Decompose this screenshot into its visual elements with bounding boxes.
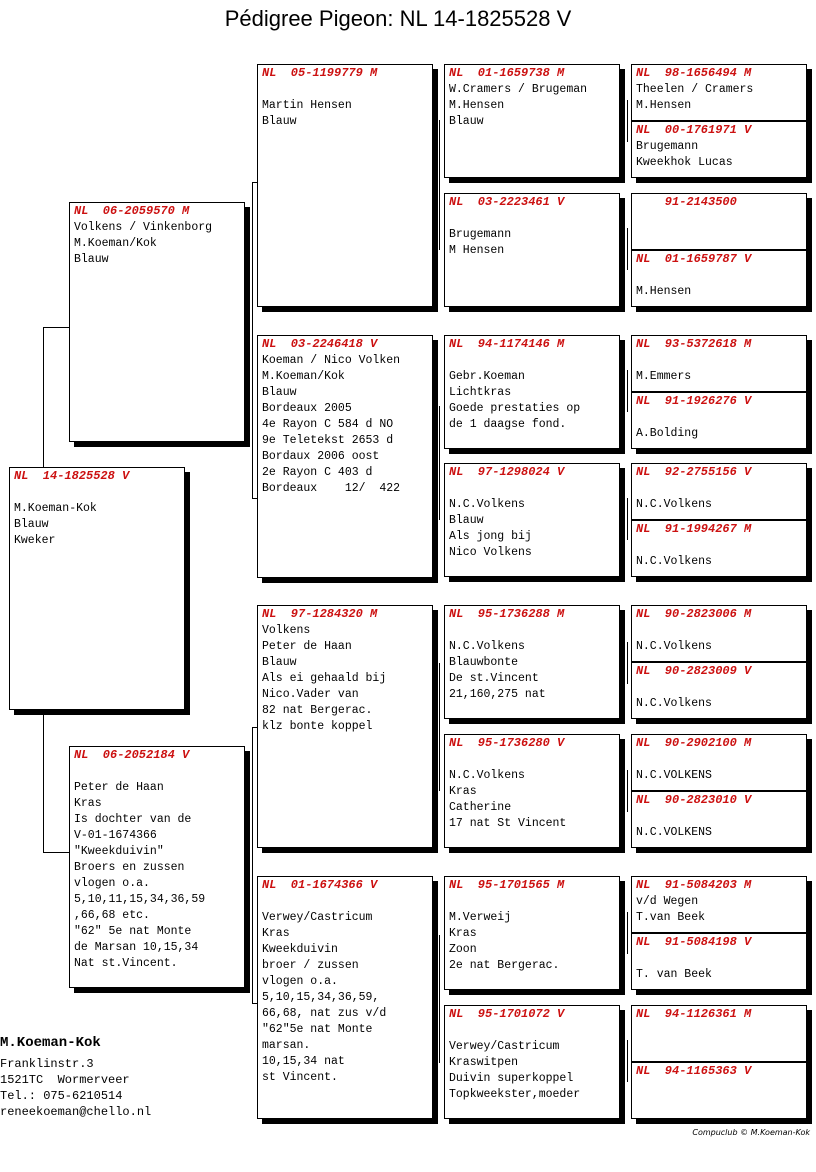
pigeon-details: [258, 623, 432, 735]
pigeon-card-gen4: [631, 64, 807, 121]
detail-line: 4e Rayon C 584 d NO: [262, 418, 394, 431]
detail-line: vlogen o.a.: [74, 877, 150, 890]
owner-info: [0, 1034, 151, 1120]
connector-line: [627, 228, 628, 270]
pigeon-details: [445, 353, 619, 433]
connector-line: [627, 770, 628, 812]
pigeon-details: [445, 211, 619, 259]
pigeon-details: [445, 481, 619, 561]
pigeon-details: [632, 809, 806, 841]
ring-number: NL 90-2823010 V: [636, 793, 752, 807]
ring-number: NL 91-1926276 V: [636, 394, 752, 408]
connector-line: [252, 727, 253, 1003]
connector-line: [43, 327, 70, 328]
connector-line: [627, 912, 628, 954]
detail-line: Is dochter van de: [74, 813, 192, 826]
pigeon-details: [258, 894, 432, 1086]
detail-line: Blauw: [14, 518, 49, 531]
detail-line: Verwey/Castricum: [262, 911, 373, 924]
detail-line: v/d Wegen: [636, 895, 699, 908]
detail-line: "Kweekduivin": [74, 845, 164, 858]
pigeon-details: [632, 894, 806, 926]
ring-number: NL 06-2059570 M: [74, 204, 190, 218]
pigeon-card-gen4: [631, 1062, 807, 1119]
pigeon-card-gen2: [257, 876, 433, 1119]
ring-number: NL 95-1701565 M: [449, 878, 565, 892]
detail-line: Kras: [449, 927, 477, 940]
pigeon-details: [70, 764, 244, 972]
detail-line: [449, 894, 615, 910]
detail-line: ,66,68 etc.: [74, 909, 150, 922]
detail-line: Blauw: [262, 386, 297, 399]
connector-line: [439, 406, 440, 520]
detail-line: 5,10,15,34,36,59,: [262, 991, 380, 1004]
pigeon-card-gen3: [444, 605, 620, 719]
detail-line: N.C.Volkens: [636, 640, 712, 653]
ring-number: NL 97-1284320 M: [262, 607, 378, 621]
detail-line: W.Cramers / Brugeman: [449, 83, 588, 96]
pigeon-card-gen3: [444, 876, 620, 990]
pigeon-details: [632, 139, 806, 171]
detail-line: Duivin superkoppel: [449, 1072, 574, 1085]
detail-line: Koeman / Nico Volken: [262, 354, 401, 367]
detail-line: [262, 894, 428, 910]
pigeon-card-gen4: [631, 605, 807, 662]
pigeon-card-gen2: [257, 64, 433, 307]
pigeon-card-mother: [69, 746, 245, 988]
connector-line: [627, 100, 628, 142]
detail-line: de Marsan 10,15,34: [74, 941, 199, 954]
detail-line: Nat st.Vincent.: [74, 957, 178, 970]
pigeon-card-gen4: [631, 250, 807, 307]
ring-number: NL 06-2052184 V: [74, 748, 190, 762]
detail-line: Catherine: [449, 801, 512, 814]
detail-line: [14, 485, 180, 501]
detail-line: Blauw: [74, 253, 109, 266]
detail-line: T. van Beek: [636, 968, 712, 981]
detail-line: [636, 353, 802, 369]
detail-line: [636, 410, 802, 426]
ring-number: NL 05-1199779 M: [262, 66, 378, 80]
detail-line: Blauw: [449, 115, 484, 128]
pigeon-details: [10, 485, 184, 549]
pigeon-details: [445, 1023, 619, 1103]
pigeon-details: [632, 752, 806, 784]
pigeon-details: [70, 220, 244, 268]
detail-line: Blauw: [262, 115, 297, 128]
ring-number: NL 01-1659787 V: [636, 252, 752, 266]
detail-line: marsan.: [262, 1039, 311, 1052]
connector-line: [43, 710, 44, 852]
pigeon-card-gen4: [631, 1005, 807, 1062]
detail-line: N.C.VOLKENS: [636, 769, 712, 782]
ring-number: NL 91-5084198 V: [636, 935, 752, 949]
detail-line: [449, 1023, 615, 1039]
detail-line: Bordaux 2006 oost: [262, 450, 380, 463]
detail-line: klz bonte koppel: [262, 720, 373, 733]
pigeon-details: [258, 82, 432, 130]
ring-number: NL 91-5084203 M: [636, 878, 752, 892]
ring-number: NL 01-1659738 M: [449, 66, 565, 80]
detail-line: Blauw: [262, 656, 297, 669]
ring-number: NL 90-2823009 V: [636, 664, 752, 678]
pigeon-card-gen4: [631, 193, 807, 250]
detail-line: Bordeaux 12/ 422: [262, 482, 401, 495]
detail-line: Zoon: [449, 943, 477, 956]
pigeon-card-gen2: [257, 335, 433, 578]
ring-number: NL 90-2823006 M: [636, 607, 752, 621]
detail-line: Volkens: [262, 624, 311, 637]
ring-number: NL 95-1736288 M: [449, 607, 565, 621]
ring-number: NL 91-1994267 M: [636, 522, 752, 536]
pigeon-card-gen4: [631, 662, 807, 719]
owner-street: Franklinstr.3: [0, 1057, 94, 1071]
detail-line: Kweker: [14, 534, 56, 547]
detail-line: 2e Rayon C 403 d: [262, 466, 373, 479]
detail-line: Brugemann: [636, 140, 699, 153]
pigeon-details: [445, 623, 619, 703]
connector-line: [439, 663, 440, 791]
pigeon-details: [445, 82, 619, 130]
detail-line: Als jong bij: [449, 530, 532, 543]
detail-line: st Vincent.: [262, 1071, 338, 1084]
detail-line: M.Hensen: [636, 99, 692, 112]
detail-line: Kras: [74, 797, 102, 810]
pigeon-details: [632, 353, 806, 385]
connector-line: [627, 370, 628, 412]
connector-line: [627, 642, 628, 684]
pigeon-details: [258, 353, 432, 497]
detail-line: N.C.Volkens: [636, 697, 712, 710]
pigeon-card-gen4: [631, 933, 807, 990]
detail-line: [74, 764, 240, 780]
connector-line: [43, 852, 70, 853]
ring-number: NL 03-2246418 V: [262, 337, 378, 351]
detail-line: Verwey/Castricum: [449, 1040, 560, 1053]
detail-line: 21,160,275 nat: [449, 688, 546, 701]
detail-line: Blauwbonte: [449, 656, 519, 669]
detail-line: [449, 211, 615, 227]
detail-line: 10,15,34 nat: [262, 1055, 345, 1068]
credit-text: Compuclub © M.Koeman-Kok: [692, 1128, 810, 1137]
pigeon-details: [445, 894, 619, 974]
detail-line: Topkweekster,moeder: [449, 1088, 581, 1101]
pigeon-card-father: [69, 202, 245, 442]
detail-line: Broers en zussen: [74, 861, 185, 874]
ring-number: NL 94-1126361 M: [636, 1007, 752, 1021]
detail-line: Peter de Haan: [74, 781, 164, 794]
connector-line: [627, 1040, 628, 1082]
pigeon-card-gen4: [631, 791, 807, 848]
connector-line: [439, 935, 440, 1063]
detail-line: "62"5e nat Monte: [262, 1023, 373, 1036]
ring-number: 91-2143500: [636, 195, 737, 209]
detail-line: Peter de Haan: [262, 640, 352, 653]
detail-line: vlogen o.a.: [262, 975, 338, 988]
detail-line: M.Koeman/Kok: [74, 237, 157, 250]
pigeon-card-gen3: [444, 1005, 620, 1119]
detail-line: [636, 268, 802, 284]
detail-line: V-01-1674366: [74, 829, 157, 842]
pigeon-details: [632, 410, 806, 442]
detail-line: De st.Vincent: [449, 672, 539, 685]
detail-line: Kras: [262, 927, 290, 940]
detail-line: N.C.Volkens: [636, 498, 712, 511]
ring-number: NL 95-1736280 V: [449, 736, 565, 750]
pigeon-card-gen4: [631, 876, 807, 933]
detail-line: M.Koeman/Kok: [262, 370, 345, 383]
detail-line: Kraswitpen: [449, 1056, 519, 1069]
detail-line: [636, 680, 802, 696]
pigeon-details: [632, 680, 806, 712]
detail-line: N.C.VOLKENS: [636, 826, 712, 839]
ring-number: NL 98-1656494 M: [636, 66, 752, 80]
pigeon-card-subject: [9, 467, 185, 710]
pigeon-details: [632, 623, 806, 655]
detail-line: Kweekhok Lucas: [636, 156, 733, 169]
ring-number: NL 90-2902100 M: [636, 736, 752, 750]
detail-line: M.Koeman-Kok: [14, 502, 97, 515]
pigeon-card-gen4: [631, 463, 807, 520]
detail-line: [449, 353, 615, 369]
pigeon-card-gen3: [444, 193, 620, 307]
owner-city: 1521TC Wormerveer: [0, 1073, 130, 1087]
pigeon-details: [632, 82, 806, 114]
connector-line: [627, 498, 628, 540]
detail-line: T.van Beek: [636, 911, 706, 924]
pigeon-details: [632, 538, 806, 570]
detail-line: Goede prestaties op: [449, 402, 581, 415]
connector-line: [43, 327, 44, 468]
pigeon-card-gen3: [444, 734, 620, 848]
detail-line: N.C.Volkens: [636, 555, 712, 568]
detail-line: [636, 951, 802, 967]
pigeon-details: [632, 268, 806, 300]
detail-line: 82 nat Bergerac.: [262, 704, 373, 717]
detail-line: Kras: [449, 785, 477, 798]
ring-number: NL 97-1298024 V: [449, 465, 565, 479]
pigeon-card-gen4: [631, 734, 807, 791]
detail-line: Bordeaux 2005: [262, 402, 352, 415]
detail-line: M.Emmers: [636, 370, 692, 383]
connector-line: [252, 182, 253, 498]
detail-line: Als ei gehaald bij: [262, 672, 387, 685]
detail-line: M.Hensen: [636, 285, 692, 298]
detail-line: Theelen / Cramers: [636, 83, 754, 96]
detail-line: N.C.Volkens: [449, 498, 525, 511]
owner-email[interactable]: reneekoeman@chello.nl: [0, 1105, 152, 1119]
pigeon-details: [632, 481, 806, 513]
pigeon-card-gen3: [444, 463, 620, 577]
owner-name: M.Koeman-Kok: [0, 1035, 101, 1051]
pigeon-card-gen4: [631, 520, 807, 577]
detail-line: A.Bolding: [636, 427, 699, 440]
detail-line: [636, 623, 802, 639]
detail-line: Blauw: [449, 514, 484, 527]
ring-number: NL 95-1701072 V: [449, 1007, 565, 1021]
ring-number: NL 01-1674366 V: [262, 878, 378, 892]
ring-number: NL 03-2223461 V: [449, 195, 565, 209]
pigeon-card-gen4: [631, 121, 807, 178]
pigeon-card-gen4: [631, 392, 807, 449]
detail-line: Kweekduivin: [262, 943, 338, 956]
detail-line: 66,68, nat zus v/d: [262, 1007, 387, 1020]
detail-line: Brugemann: [449, 228, 512, 241]
ring-number: NL 94-1174146 M: [449, 337, 565, 351]
pigeon-details: [445, 752, 619, 832]
detail-line: Gebr.Koeman: [449, 370, 525, 383]
detail-line: M.Hensen: [449, 99, 505, 112]
detail-line: 5,10,11,15,34,36,59: [74, 893, 206, 906]
ring-number: NL 00-1761971 V: [636, 123, 752, 137]
detail-line: Lichtkras: [449, 386, 512, 399]
detail-line: N.C.Volkens: [449, 640, 525, 653]
detail-line: [636, 752, 802, 768]
detail-line: [449, 623, 615, 639]
detail-line: Nico Volkens: [449, 546, 532, 559]
detail-line: M.Verweij: [449, 911, 512, 924]
detail-line: [449, 481, 615, 497]
detail-line: "62" 5e nat Monte: [74, 925, 192, 938]
ring-number: NL 14-1825528 V: [14, 469, 130, 483]
detail-line: Nico.Vader van: [262, 688, 359, 701]
detail-line: 9e Teletekst 2653 d: [262, 434, 394, 447]
detail-line: 2e nat Bergerac.: [449, 959, 560, 972]
detail-line: [449, 752, 615, 768]
ring-number: NL 92-2755156 V: [636, 465, 752, 479]
detail-line: [262, 82, 428, 98]
page-title: Pédigree Pigeon: NL 14-1825528 V: [224, 6, 572, 31]
pigeon-card-gen3: [444, 64, 620, 178]
pigeon-card-gen4: [631, 335, 807, 392]
ring-number: NL 94-1165363 V: [636, 1064, 752, 1078]
detail-line: M Hensen: [449, 244, 505, 257]
detail-line: N.C.Volkens: [449, 769, 525, 782]
detail-line: Martin Hensen: [262, 99, 352, 112]
detail-line: de 1 daagse fond.: [449, 418, 567, 431]
detail-line: [636, 481, 802, 497]
ring-number: NL 93-5372618 M: [636, 337, 752, 351]
detail-line: Volkens / Vinkenborg: [74, 221, 213, 234]
detail-line: 17 nat St Vincent: [449, 817, 567, 830]
pigeon-card-gen3: [444, 335, 620, 449]
pigeon-details: [632, 951, 806, 983]
detail-line: broer / zussen: [262, 959, 359, 972]
detail-line: [636, 538, 802, 554]
connector-line: [439, 120, 440, 250]
detail-line: [636, 809, 802, 825]
pigeon-card-gen2: [257, 605, 433, 848]
owner-phone: Tel.: 075-6210514: [0, 1089, 123, 1103]
